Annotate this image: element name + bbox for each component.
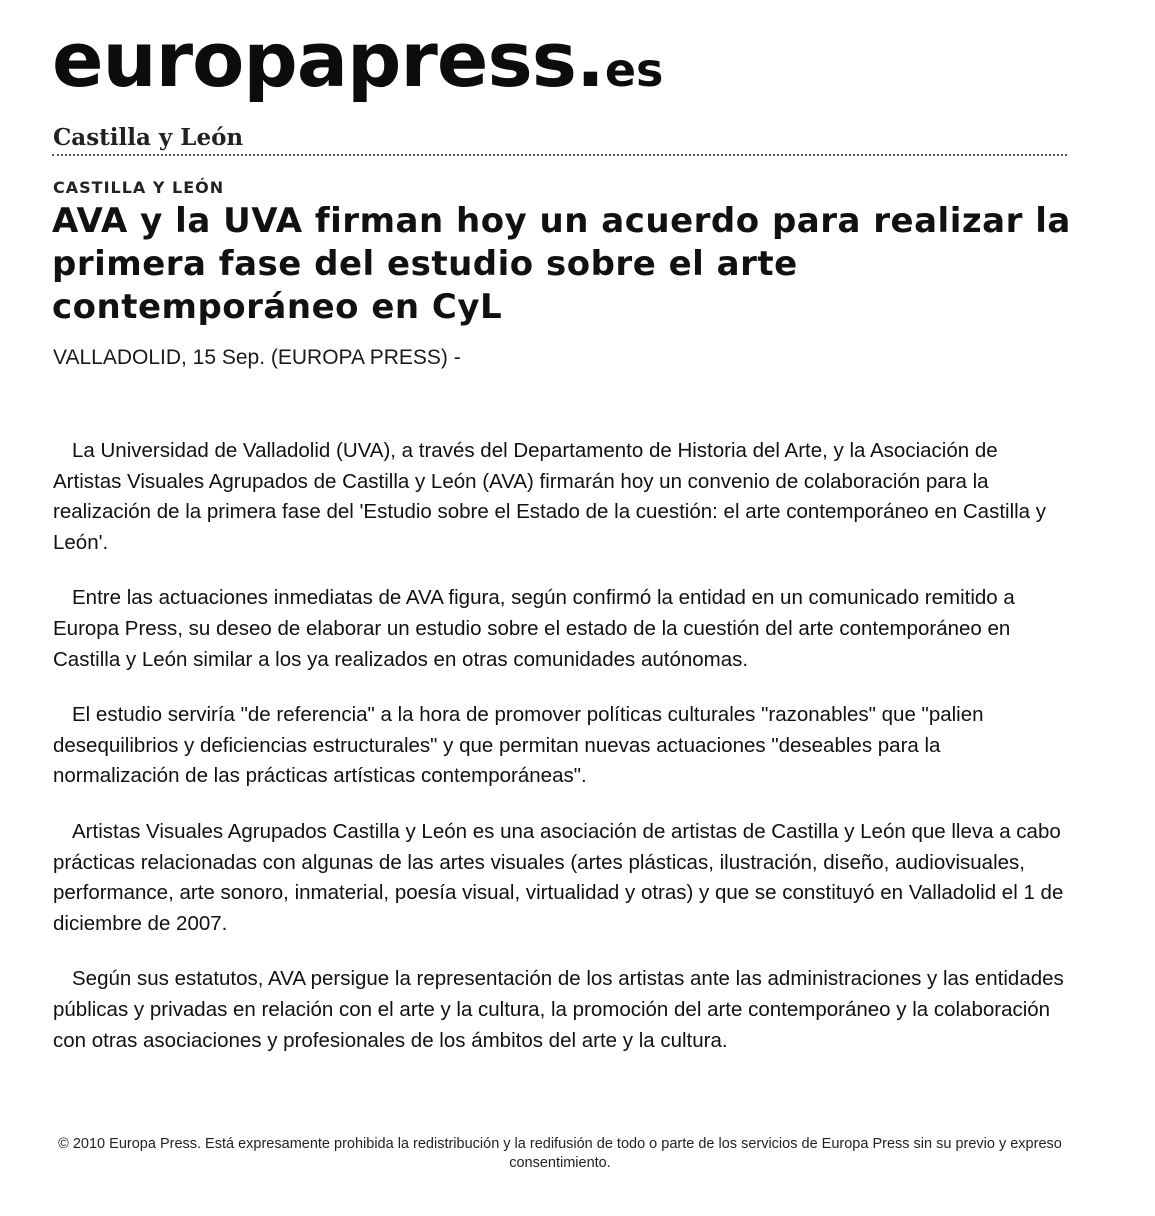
article-kicker: CASTILLA Y LEÓN: [53, 178, 225, 197]
copyright-notice: © 2010 Europa Press. Está expresamente prohibida la redistribución y la redifusión de todo o parte de los servicios de Europa Press sin su previo y expreso consentimiento.: [58, 1136, 1062, 1171]
logo-wordmark: europapress: [52, 15, 576, 104]
article-paragraph: Entre las actuaciones inmediatas de AVA figura, según confirmó la entidad en un comunicado remitido a Europa Press, su deseo de elaborar un estudio sobre el estado de la cuestión del arte contemporáneo en Castilla y León similar a los ya realizados en otras comunidades autónomas.: [53, 586, 1015, 671]
article-paragraph: La Universidad de Valladolid (UVA), a través del Departamento de Historia del Arte, y la Asociación de Artistas Visuales Agrupados de Castilla y León (AVA) firmarán hoy un convenio de colaboración para la realización de la primera fase del 'Estudio sobre el Estado de la cuestión: el arte contemporáneo en Castilla y León'.: [53, 439, 1047, 554]
article-paragraph: Artistas Visuales Agrupados Castilla y León es una asociación de artistas de Castilla y León que lleva a cabo prácticas relacionadas con algunas de las artes visuales (artes plásticas, ilustración, diseño, audiovisuales, performance, arte sonoro, inmaterial, poesía visual, virtualidad y otras) y que se constituyó en Valladolid el 1 de diciembre de 2007.: [53, 819, 1064, 935]
section-title: Castilla y León: [53, 124, 244, 151]
article-paragraph: El estudio serviría "de referencia" a la hora de promover políticas culturales "razonables" que "palien desequilibrios y deficiencias estructurales" y que permitan nuevas actuaciones "deseables para la normalización de las prácticas artísticas contemporáneas".: [53, 703, 984, 788]
article-dateline: VALLADOLID, 15 Sep. (EUROPA PRESS) -: [53, 346, 461, 369]
logo-dot: .: [575, 15, 605, 104]
article-body: [53, 436, 1068, 1081]
section-divider: [52, 154, 1067, 156]
article-headline: AVA y la UVA firman hoy un acuerdo para realizar la primera fase del estudio sobre el arte contemporáneo en CyL: [52, 201, 1071, 327]
logo-tld: es: [604, 43, 664, 97]
article-paragraph: Según sus estatutos, AVA persigue la representación de los artistas ante las administraciones y las entidades públicas y privadas en relación con el arte y la cultura, la promoción del arte contemporáneo y la colaboración con otras asociaciones y profesionales de los ámbitos del arte y la cultura.: [53, 967, 1064, 1052]
europapress-logo: [52, 15, 664, 104]
